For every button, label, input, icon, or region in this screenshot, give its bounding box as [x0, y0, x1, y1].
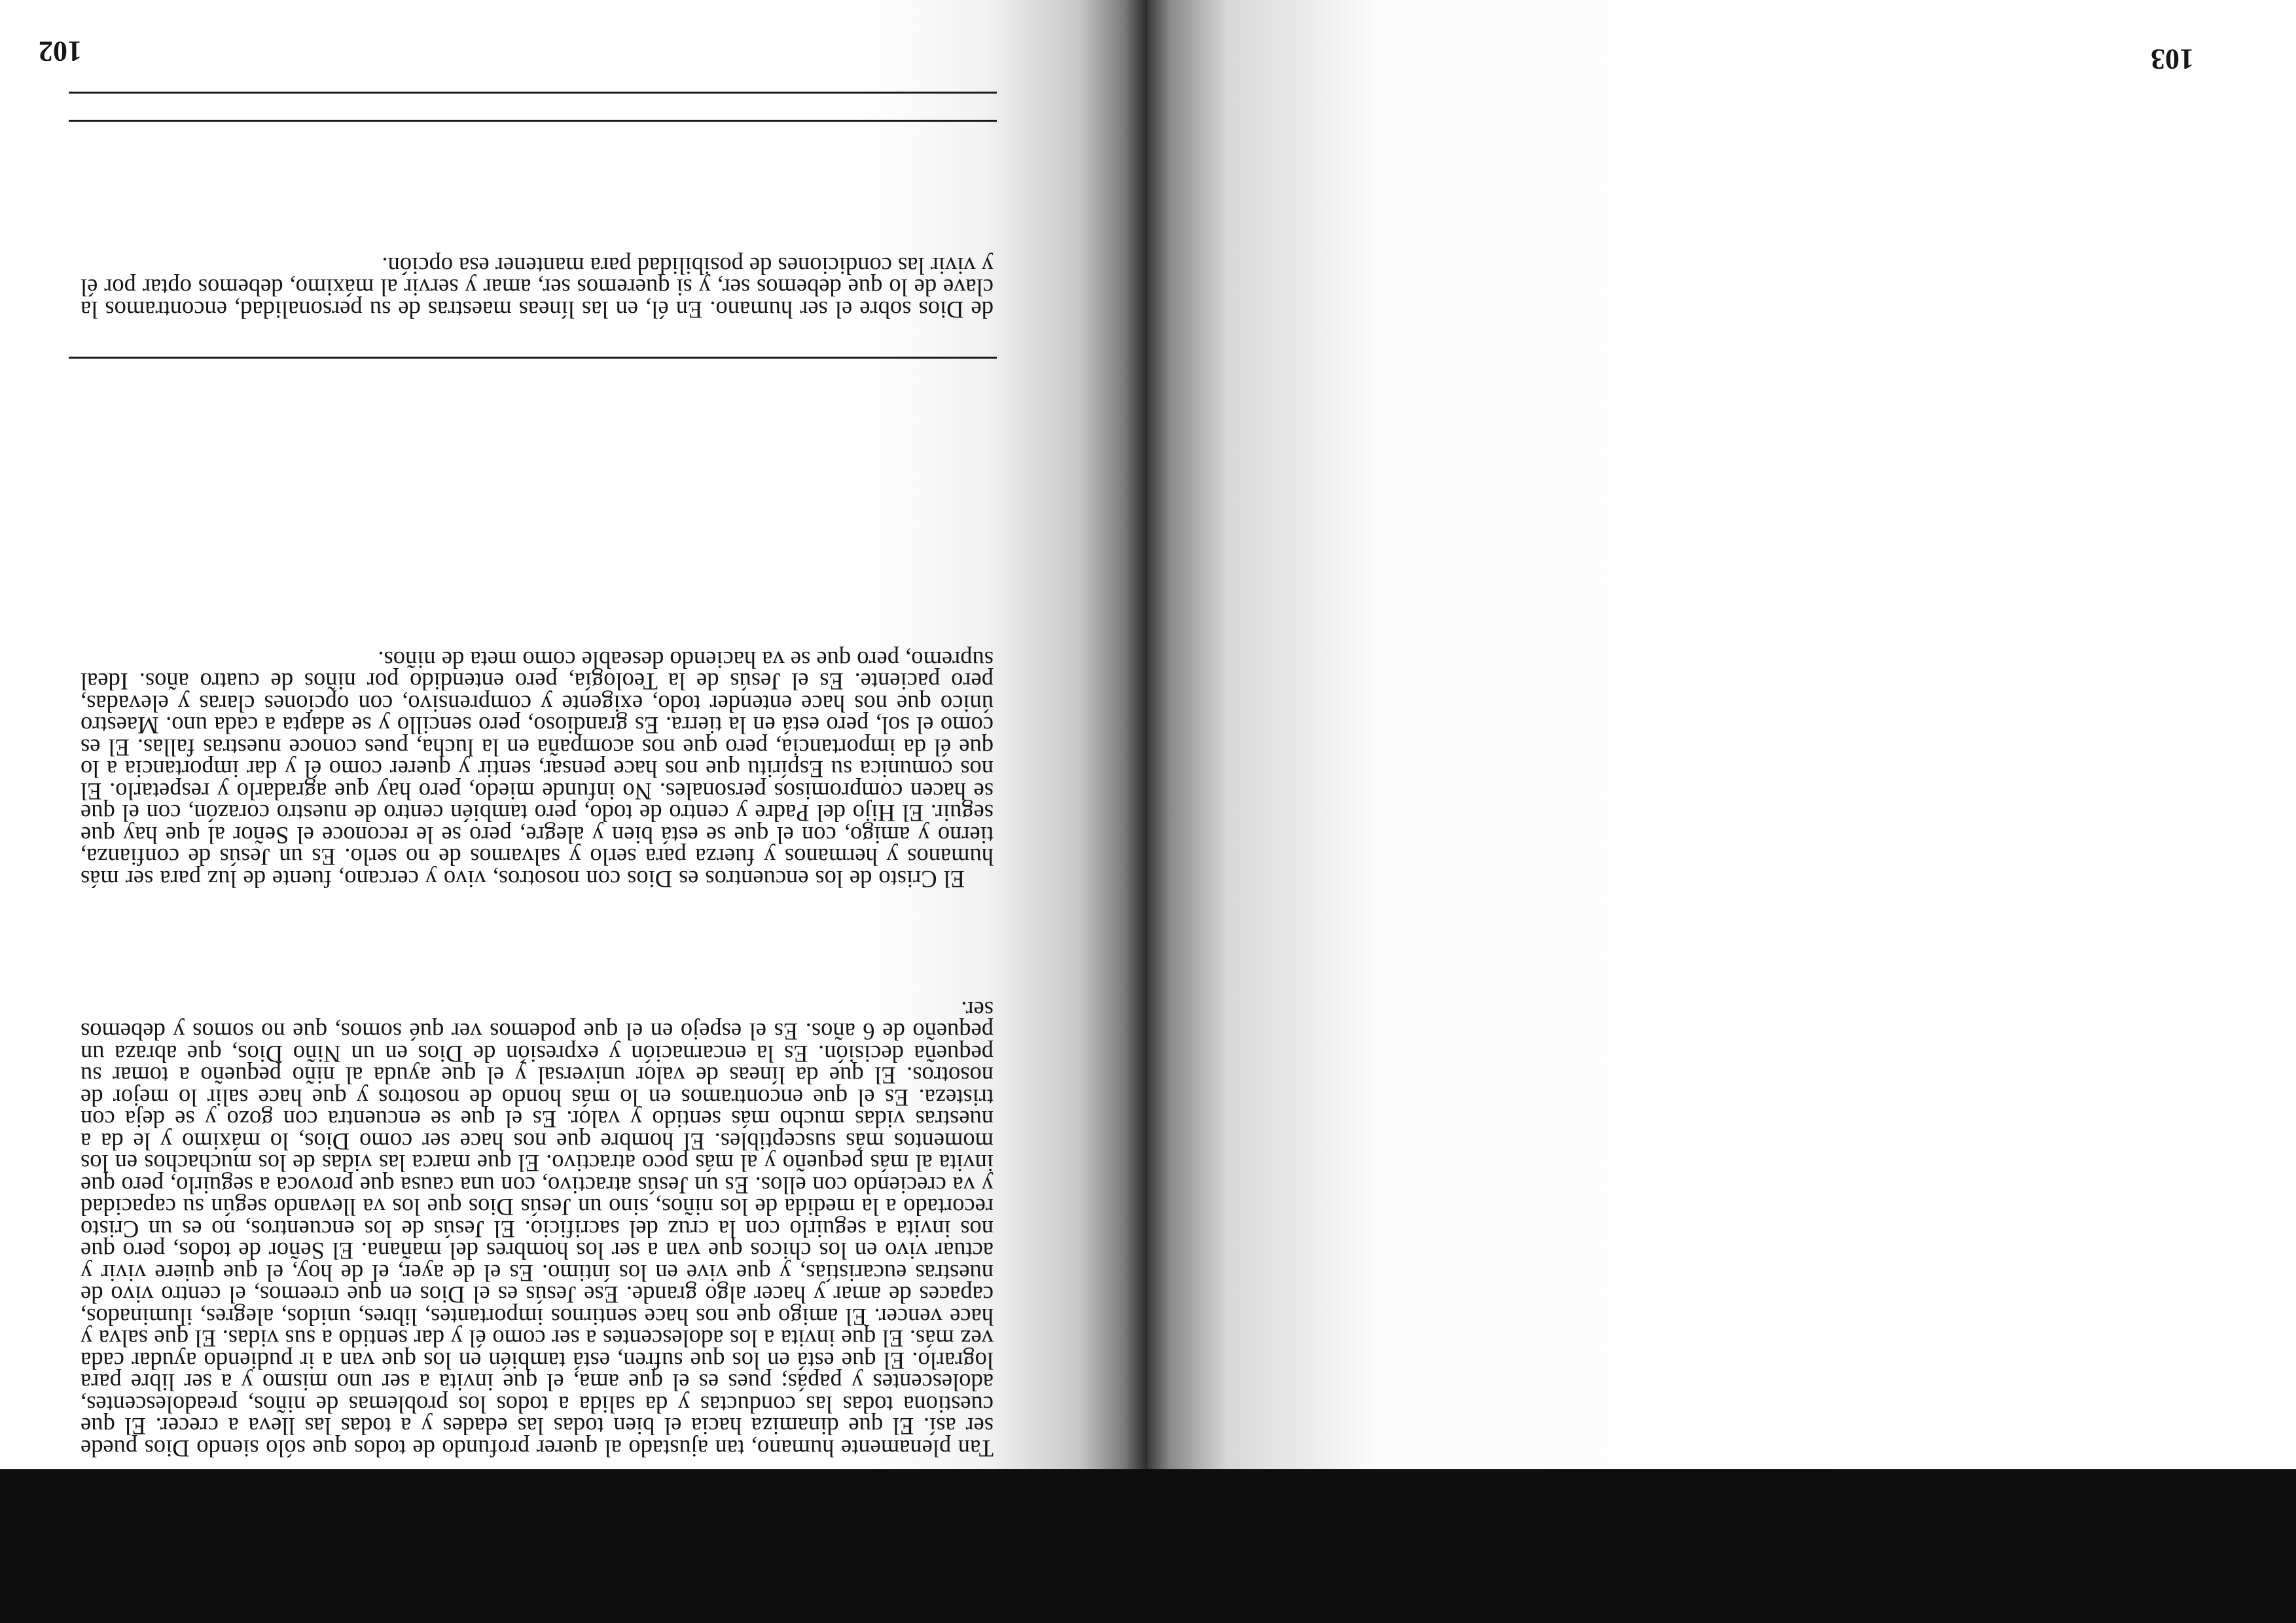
paragraph: Tan plenamente humano, tan ajustado al querer profundo de todos que sólo siendo Dios puede ser así. El que dinamiza hacia el bien todas las edades y a todas las lleva a crecer. El que cuestiona todas las conductas y da salida a todos los problemas de niños, preadolescentes, adolescentes y papás; pues es el que ama, el que invita a ser uno mismo y a ser libre para lograrlo. El que está en los que sufren, está también en los que van a ir pudiendo ayudar cada vez más. El que invita a los adolescentes a ser como él y dar sentido a sus vidas. El que salva y hace vencer. El amigo que nos hace sentirnos importantes, libres, unidos, alegres, iluminados, capaces de amar y hacer algo grande. Ese Jesús es el Dios en que creemos, el centro vivo de nuestras eucaristías, y que vive en los íntimo. Es el de ayer, el de hoy, el que quiere vivir y actuar vivo en los chicos que van a ser los hombres del mañana. El Señor de todos, pero que nos invita a seguirlo con la cruz del sacrificio. El Jesús de los encuentros, no es un Cristo recortado a la medida de los niños, sino un Jesús Dios que los va llevando según su capacidad y va creciendo con ellos. Es un Jesús atractivo, con una causa que provoca a seguirlo, pero que invita al más pequeño y al más poco atractivo. El que marca las vidas de los muchachos en los momentos más susceptibles. El hombre que nos hace ser como Dios, lo máximo y le da a nuestras vidas mucho más sentido y valor. Es el que se encuentra con gozo y se deja con tristeza. Es el que encontramos en lo más hondo de nosotros y que hace salir lo mejor de nosotros. El que da líneas de valor universal y el que ayuda al niño pequeño a tomar su pequeña decisión. Es la encarnación y expresión de Dios en un Niño Dios, que abraza un pequeño de 6 años. Es el espejo en el que podemos ver qué somos, que no somos y debemos ser. — [81, 997, 994, 1462]
page-number-left: 102 — [39, 35, 82, 67]
page-number-right: 103 — [2151, 43, 2194, 75]
left-page-text — [81, 999, 994, 1460]
left-page-text-middle — [81, 649, 994, 891]
scanner-edge-shadow — [0, 1469, 2296, 1623]
top-rule-left-inner — [69, 120, 997, 122]
paragraph: de Dios sobre el ser humano. En él, en las líneas maestras de su personalidad, encontramos la clave de lo que debemos ser, y si queremos ser, amar y servir al máximo, debemos optar por él y vivir las condiciones de posibilidad para mantener esa opción. — [81, 253, 994, 323]
section-rule-left — [69, 357, 997, 359]
top-rule-left — [69, 92, 997, 94]
left-page — [1147, 0, 2296, 1469]
left-page-text-top — [81, 255, 994, 321]
paragraph: El Cristo de los encuentros es Dios con nosotros, vivo y cercano, fuente de luz para ser más humanos y hermanos y fuerza para serlo y salvarnos de no serlo. Es un Jesús de confianza, tierno y amigo, con el que se está bien y alegre, pero se le reconoce el Señor al que hay que seguir. El Hijo del Padre y centro de todo, pero también centro de nuestro corazón, con el que se hacen compromisos personales. No infunde miedo, pero hay que agradarlo y respetarlo. El nos comunica su Espíritu que nos hace pensar, sentir y querer como él y dar importancia a lo que él da importancia, pero que nos acompaña en la lucha, pues conoce nuestras fallas. El es como el sol, pero está en la tierra. Es grandioso, pero sencillo y se adapta a cada uno. Maestro único que nos hace entender todo, exigente y comprensivo, con opciones claras y elevadas, pero paciente. Es el Jesús de la Teología, pero entendido por niños de cuatro años. Ideal supremo, pero que se va haciendo deseable como meta de niños. — [81, 647, 994, 893]
